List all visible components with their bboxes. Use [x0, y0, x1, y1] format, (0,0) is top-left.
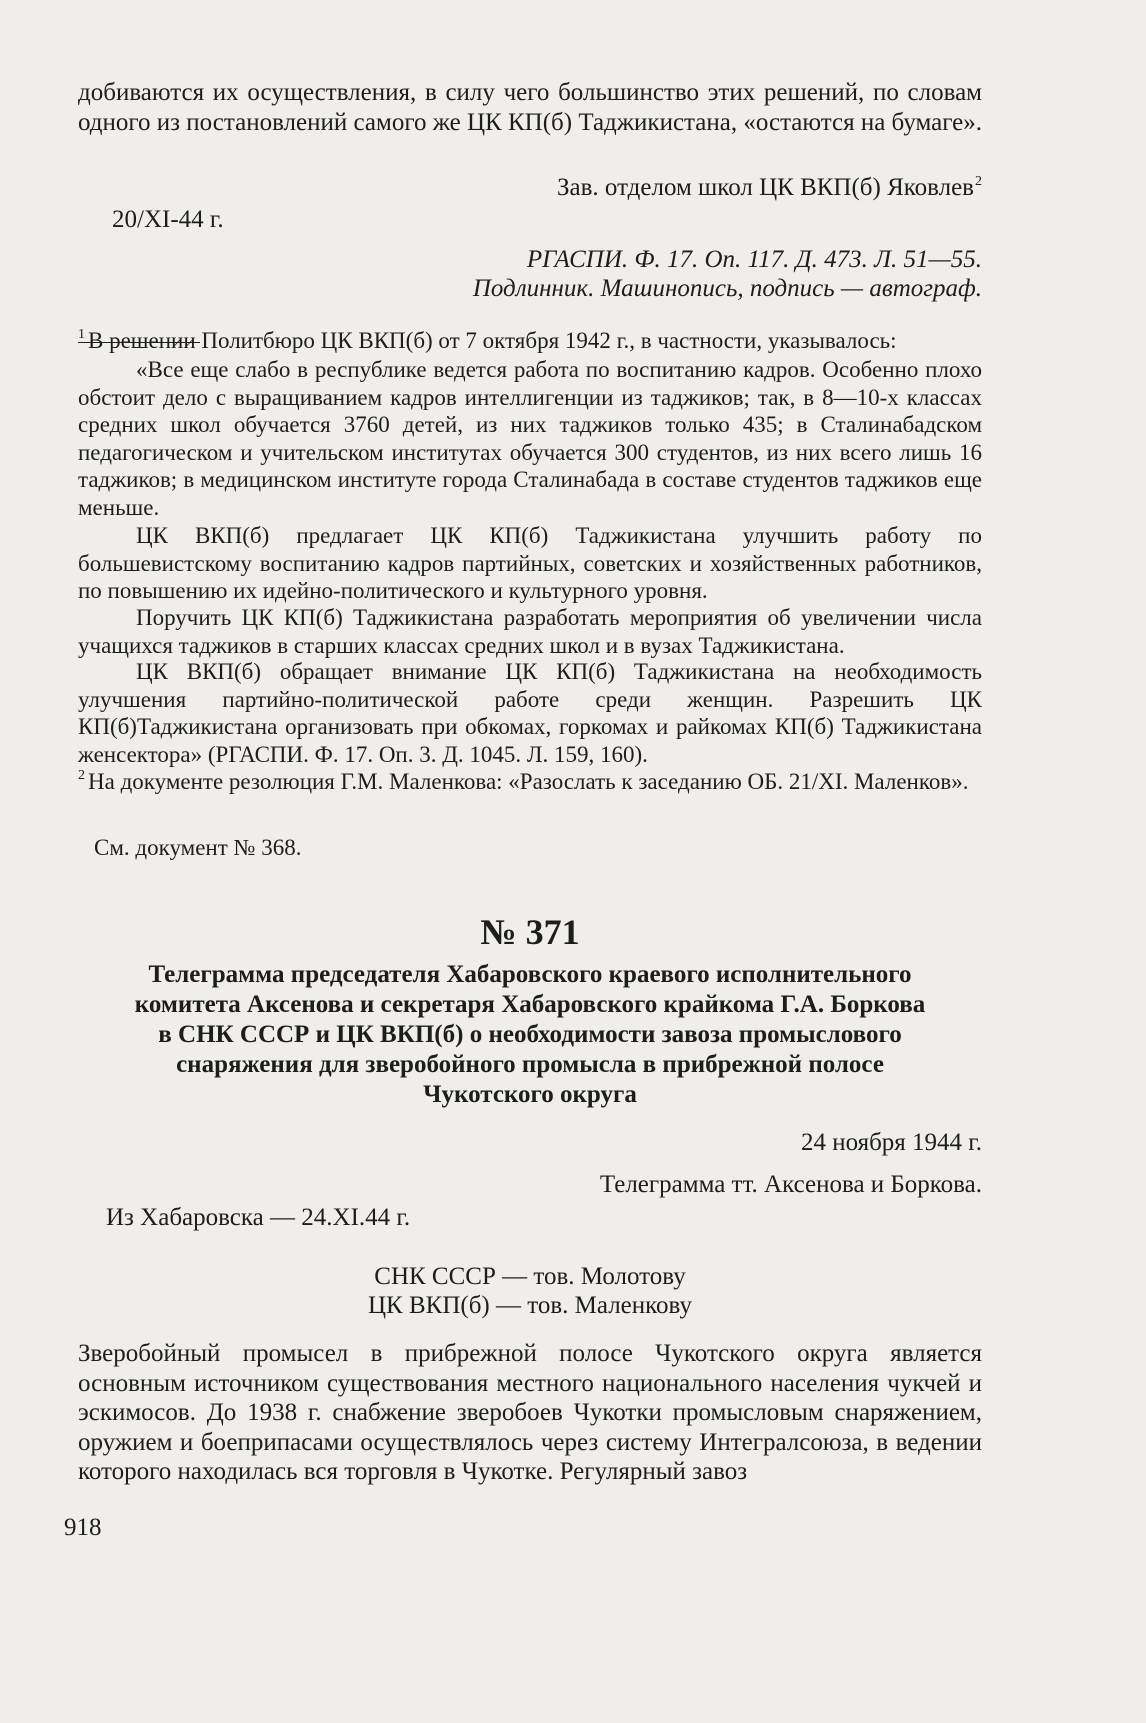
document-date: 20/XI-44 г. [112, 206, 224, 233]
title-line: в СНК СССР и ЦК ВКП(б) о необходимости завоза промыслового [158, 1021, 902, 1048]
addressee-2: ЦК ВКП(б) — тов. Маленкову [368, 1292, 692, 1319]
archive-note: Подлинник. Машинопись, подпись — автограф. [472, 275, 982, 302]
footnote-1-quote-p3: Поручить ЦК КП(б) Таджикистана разработать мероприятия об увеличении числа учащихся таджиков в старших классах средних школ и в вузах Таджикистана. [78, 605, 982, 658]
addressee-1: СНК СССР — тов. Молотову [374, 1263, 686, 1290]
top-paragraph: добиваются их осуществления, в силу чего большинство этих решений, по словам одного из постановлений самого же ЦК КП(б) Таджикистана, «остаются на бумаге». [78, 79, 983, 136]
footnote-2-text: На документе резолюция Г.М. Маленкова: «Разослать к заседанию ОБ. 21/XI. Маленков». [88, 769, 969, 794]
footnote-1-quote-p2: ЦК ВКП(б) предлагает ЦК КП(б) Таджикистана улучшить работу по большевистскому воспитанию кадров партийных, советских и хозяйственных работников, по повышению их идейно-политического и культурного уровня. [78, 523, 982, 603]
footnote-2-mark: 2 [78, 768, 85, 783]
archive-reference: РГАСПИ. Ф. 17. Оп. 117. Д. 473. Л. 51—55. [526, 246, 982, 273]
page-number: 918 [64, 1514, 102, 1541]
signature-footnote-ref: 2 [975, 174, 982, 189]
footnote-1-quote-p4: ЦК ВКП(б) обращает внимание ЦК КП(б) Таджикистана на необходимость улучшения партийно-политической работе среди женщин. Разрешить ЦК КП(б)Таджикистана организовать при обкомах, горкомах и райкомах КП(б) Таджикистана женсектора» (РГАСПИ. Ф. 17. Оп. 3. Д. 1045. Л. 159, 160). [78, 659, 982, 767]
footnote-1-intro [78, 327, 982, 359]
title-line: Телеграмма председателя Хабаровского краевого исполнительного [148, 961, 912, 988]
document-number: № 371 [480, 912, 580, 952]
footnote-2 [78, 768, 982, 800]
title-line: снаряжения для зверобойного промысла в прибрежной полосе [176, 1051, 884, 1078]
title-line: комитета Аксенова и секретаря Хабаровского крайкома Г.А. Боркова [134, 991, 926, 1018]
telegram-body: Зверобойный промысел в прибрежной полосе Чукотского округа является основным источником существования местного национального населения чукчей и эскимосов. До 1938 г. снабжение зверобоев Чукотки промысловым снаряжением, оружием и боеприпасами осуществлялось через систему Интегралсоюза, в ведении которого находилась вся торговля в Чукотке. Регулярный завоз [78, 1340, 982, 1485]
signature-line [500, 173, 982, 207]
signature-text: Зав. отделом школ ЦК ВКП(б) Яковлев [556, 174, 974, 201]
title-line: Чукотского округа [423, 1081, 637, 1108]
telegram-origin: Из Хабаровска — 24.XI.44 г. [106, 1204, 411, 1231]
telegram-date: 24 ноября 1944 г. [800, 1129, 982, 1156]
footnote-1-intro-text: В решении Политбюро ЦК ВКП(б) от 7 октября 1942 г., в частности, указывалось: [88, 328, 897, 353]
footnote-1-mark: 1 [78, 327, 85, 342]
see-also: См. документ № 368. [94, 835, 302, 860]
document-title [78, 960, 982, 1110]
telegram-type: Телеграмма тт. Аксенова и Боркова. [599, 1171, 982, 1198]
footnote-1-quote-p1: «Все еще слабо в республике ведется работа по воспитанию кадров. Особенно плохо обстоит дело с выращиванием кадров интеллигенции из таджиков; так, в 8—10-х классах средних школ обучается 3760 детей, из них таджиков только 435; в Сталинабадском педагогическом и учительском институтах обучается 300 студентов, из них всего лишь 16 таджиков; в медицинском институте города Сталинабада в составе студентов таджиков еще меньше. [78, 357, 982, 520]
